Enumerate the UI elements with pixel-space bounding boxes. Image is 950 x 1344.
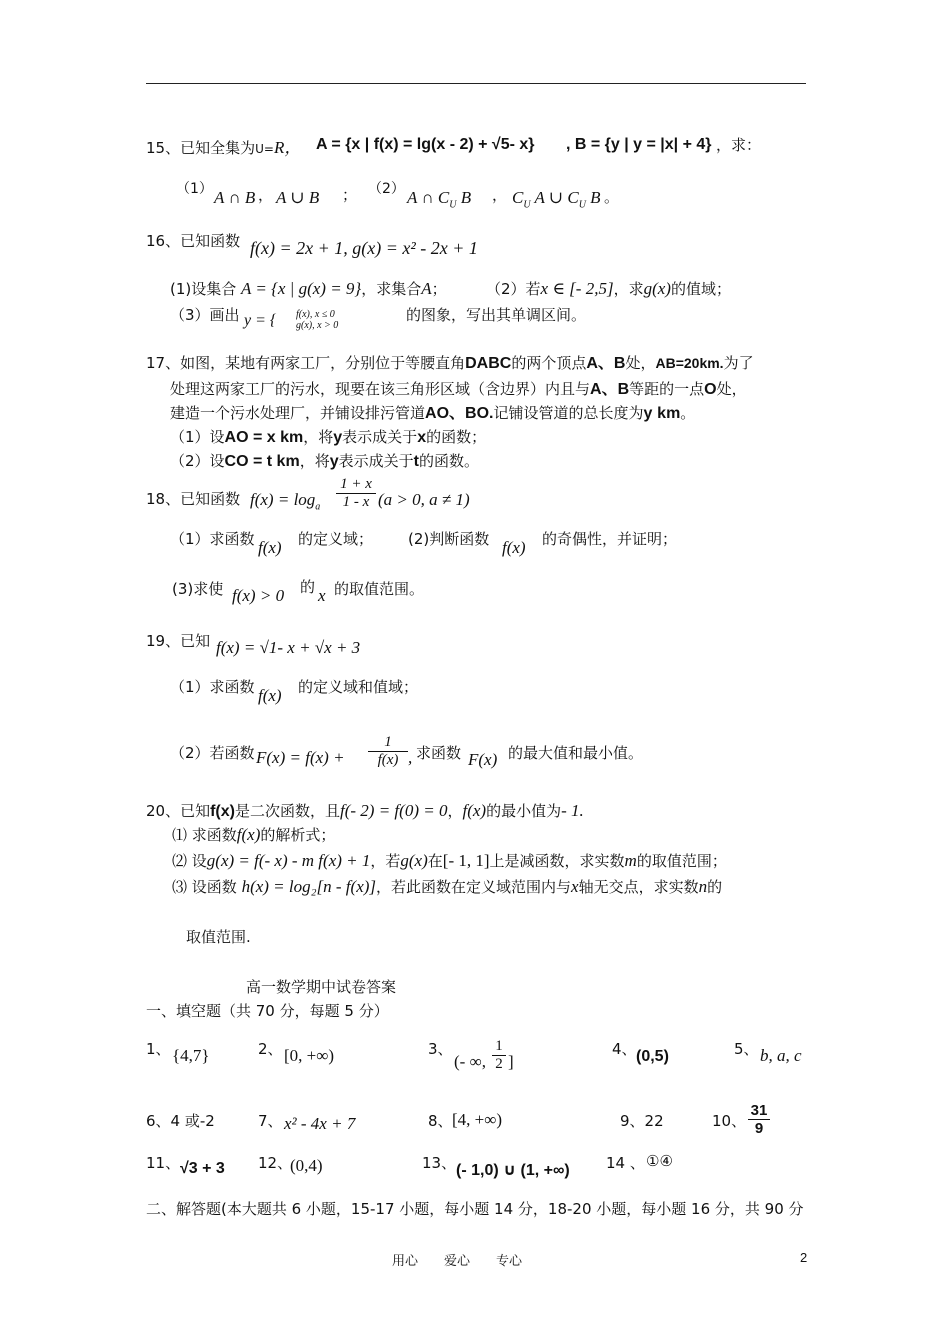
q15-p2a-end: B <box>456 188 472 207</box>
q15-r: R， <box>273 138 302 157</box>
q20-p2-end: 上是减函数，求实数 <box>489 852 625 870</box>
answer-5-value: b, a, c <box>760 1046 802 1065</box>
q18-fx-sub: a <box>315 501 321 513</box>
q20-p1-end: 的解析式； <box>260 826 336 844</box>
q17-pipes: AO、BO. <box>425 405 494 422</box>
q15-sep2: ， <box>492 186 508 204</box>
answers-section1: 一、填空题（共 70 分，每题 5 分） <box>146 1002 389 1020</box>
q19-p2-den: f(x) <box>377 752 399 768</box>
q16-part3-cases <box>296 309 338 331</box>
q17-triangle: DABC <box>465 355 512 372</box>
answer-11-num: 11、 <box>146 1154 181 1172</box>
q17-ab: A、B <box>586 355 626 372</box>
q20-p2-mid2: 在 <box>427 852 443 870</box>
q17-l1-mid: 的两个顶点 <box>511 354 587 372</box>
answer-13-value: (- 1,0) ∪ (1, +∞) <box>456 1162 570 1179</box>
q15-p2b-end: B <box>585 188 601 207</box>
q18-fraction <box>336 476 376 511</box>
q16-case1: f(x), x ≤ 0 <box>296 309 335 320</box>
q18-p3-mid: 的 <box>300 578 316 596</box>
answer-2-num: 2、 <box>258 1040 283 1058</box>
q15-end: 。 <box>604 188 620 206</box>
q18-stem: 18、已知函数 <box>146 490 241 508</box>
answer-6: 6、4 或-2 <box>146 1112 215 1130</box>
q20-p2-end2: 的取值范围； <box>636 852 727 870</box>
q18-fx <box>250 490 320 512</box>
q17-p1-pre: （1）设 <box>170 428 225 446</box>
q20-p3-x: x <box>571 877 579 896</box>
q16-functions: f(x) = 2x + 1, g(x) = x² - 2x + 1 <box>250 238 478 258</box>
q17-part1 <box>170 426 486 447</box>
q19-p2-comma: , <box>408 748 413 767</box>
q19-p2-mid: 求函数 <box>416 744 462 762</box>
q16-p1-pre: (1)设集合 <box>170 280 237 298</box>
answer-10-num: 10、 <box>712 1112 747 1130</box>
q17-km: km <box>657 405 681 422</box>
q16-p1-post: ，求集合 <box>361 280 422 298</box>
q20-p2-mid: ，若 <box>370 852 401 870</box>
q17-l1-mid2: 处， <box>625 354 656 372</box>
answer-14-value: ①④ <box>646 1152 673 1170</box>
q18-p2-pre: (2)判断函数 <box>408 530 490 548</box>
q17-p1-y: y <box>333 429 343 446</box>
answer-4-num: 4、 <box>612 1040 637 1058</box>
q17-l2-pre: 处理这两家工厂的污水，现要在该三角形区域（含边界）内且与 <box>170 380 591 398</box>
q15-part2-a <box>407 188 471 210</box>
q17-p2-var: CO = t km <box>224 453 300 470</box>
q17-l1-end: 为了 <box>723 354 754 372</box>
q15-part2-b <box>512 188 601 210</box>
answer-14-num: 14 、 <box>606 1154 645 1172</box>
q20-stem <box>146 800 584 821</box>
q15-p2b-mid: A ∪ C <box>530 188 579 207</box>
q15-ask: ，求： <box>716 136 762 154</box>
q16-stem: 16、已知函数 <box>146 232 241 250</box>
q17-p1-end: 的函数； <box>426 428 487 446</box>
answer-3-den-val: 2 <box>495 1056 503 1072</box>
q18-num: 1 + x <box>336 476 376 494</box>
q15-part1-label: （1） <box>176 181 213 197</box>
q17-p2-pre: （2）设 <box>170 452 225 470</box>
q16-part3-pre: （3）画出 <box>170 306 240 324</box>
q20-p3-mid2: 轴无交点，求实数 <box>578 878 699 896</box>
q17-p1-mid: ，将 <box>303 428 334 446</box>
answer-3-num: 3、 <box>428 1040 453 1058</box>
q17-p2-y: y <box>329 453 339 470</box>
q16-p1-semi: ； <box>431 280 447 298</box>
q18-p1-f: f(x) <box>258 538 282 557</box>
answer-10-den-val: 9 <box>754 1120 764 1137</box>
q16-p2-pre: （2）若 <box>486 280 541 298</box>
q20-p3: ⑶ 设函数 <box>172 878 237 896</box>
q17-p2-end: 的函数。 <box>418 452 479 470</box>
q17-l1-pre: 17、如图，某地有两家工厂，分别位于等腰直角 <box>146 354 466 372</box>
answer-10-num-val: 31 <box>748 1102 770 1120</box>
q16-case2: g(x), x > 0 <box>296 320 339 331</box>
q17-p2-t: t <box>413 453 419 470</box>
q17-l2-end: 处， <box>716 380 747 398</box>
q20-p2-int: [- 1, 1] <box>442 851 490 870</box>
q16-part3-y: y = { <box>244 312 277 329</box>
q17-line1 <box>146 350 754 373</box>
q15-p2a-sub: U <box>449 199 457 211</box>
q17-p1-var: AO = x km <box>224 429 304 446</box>
q19-p1-f: f(x) <box>258 686 282 705</box>
page-number: 2 <box>800 1250 808 1265</box>
answer-8-value: [4, +∞) <box>452 1110 503 1129</box>
q20-part3-line2: 取值范围. <box>186 928 251 946</box>
q20-p2-g: g(x) = f(- x) - m f(x) + 1 <box>206 851 371 870</box>
q16-part1 <box>170 278 447 299</box>
q15-p2b-sub2: U <box>578 199 586 211</box>
q18-p3-x: x <box>318 586 326 605</box>
answer-10-fraction <box>748 1102 770 1137</box>
q17-dist: AB=20km. <box>655 355 724 371</box>
q18-p3-cond: f(x) > 0 <box>232 586 285 605</box>
q19-fx: f(x) = √1- x + √x + 3 <box>216 638 361 657</box>
q17-l3-mid: 记铺设管道的总长度为 <box>493 404 644 422</box>
answer-3-pre: (- ∞, <box>454 1052 486 1071</box>
answer-1-value: {4,7} <box>172 1046 210 1065</box>
q20-part2 <box>172 850 727 871</box>
answer-2-value: [0, +∞) <box>284 1046 335 1065</box>
q15-set-a: A = {x | f(x) = lg(x - 2) + √5- x} <box>316 136 535 153</box>
answers-section2: 二、解答题(本大题共 6 小题，15-17 小题，每小题 14 分，18-20 小题，每小题 16 分，共 90 分 <box>146 1200 804 1218</box>
q15-stem <box>146 133 301 158</box>
q18-den: 1 - x <box>342 494 370 510</box>
q18-p2-end: 的奇偶性，并证明； <box>542 530 678 548</box>
q15-p2b: C <box>512 188 524 207</box>
q19-p1-pre: （1）求函数 <box>170 678 255 696</box>
q15-semicolon: ； <box>342 186 358 204</box>
answer-3-num-val: 1 <box>492 1038 506 1056</box>
q20-mid2: ， <box>447 802 463 820</box>
q15-p2a: A ∩ C <box>407 188 450 207</box>
answer-11-value: √3 + 3 <box>180 1160 225 1177</box>
q16-p1-set: A = {x | g(x) = 9} <box>241 279 362 298</box>
answer-3-post: ] <box>508 1052 514 1071</box>
q16-p2-end: 的值域； <box>670 280 731 298</box>
q18-cond: (a > 0, a ≠ 1) <box>378 490 470 509</box>
answer-8-num: 8、 <box>428 1112 453 1130</box>
q15-stem-text: 15、已知全集为 <box>146 139 256 157</box>
q17-l2-mid: 等距的一点 <box>629 380 705 398</box>
q16-part3-post: 的图象，写出其单调区间。 <box>406 306 587 324</box>
q18-p1-end: 的定义域； <box>298 530 374 548</box>
q20-p3-mid: ，若此函数在定义域范围内与 <box>376 878 572 896</box>
q20-p2-m: m <box>624 851 637 870</box>
q18-p1-pre: （1）求函数 <box>170 530 255 548</box>
q19-stem: 19、已知 <box>146 632 211 650</box>
q19-p2-num: 1 <box>368 734 408 752</box>
q19-p2-F2: F(x) <box>468 750 498 769</box>
q20-minval: - 1. <box>561 801 584 820</box>
q17-line2 <box>170 376 747 399</box>
q17-p2-mid2: 表示成关于 <box>338 452 414 470</box>
q15-part1-b: A ∪ B <box>276 188 320 207</box>
q19-p1-end: 的定义域和值域； <box>298 678 419 696</box>
q20-part3 <box>172 876 722 897</box>
q15-u: U= <box>255 142 274 156</box>
q16-p2-g: g(x) <box>643 279 671 298</box>
answer-9: 9、22 <box>620 1112 664 1130</box>
q20-p2: ⑵ 设 <box>172 852 207 870</box>
answer-7-num: 7、 <box>258 1112 283 1130</box>
answers-title: 高一数学期中试卷答案 <box>246 978 397 996</box>
answer-7-value: x² - 4x + 7 <box>284 1114 356 1133</box>
answer-5-num: 5、 <box>734 1040 759 1058</box>
q17-y: y <box>643 405 653 422</box>
q20-p1: ⑴ 求函数 <box>172 826 237 844</box>
q19-p2-fraction <box>368 734 408 769</box>
q20-part1 <box>172 824 335 845</box>
q16-part2 <box>486 278 731 299</box>
q17-ab2: A、B <box>590 381 630 398</box>
answer-3-fraction <box>492 1038 506 1073</box>
q17-o: O <box>704 381 717 398</box>
q18-p3-end: 的取值范围。 <box>334 580 425 598</box>
q20-p3-n: n <box>698 877 708 896</box>
q15-p2b-sub: U <box>523 199 531 211</box>
q20-mid1: 是二次函数，且 <box>234 802 340 820</box>
q16-p2-cond: x ∈ [- 2,5] <box>540 279 614 298</box>
q18-p3-pre: (3)求使 <box>172 580 224 598</box>
q19-p2-pre: （2）若函数 <box>170 744 255 762</box>
q15-part2-label: （2） <box>368 181 405 197</box>
q16-p1-a: A <box>421 279 432 298</box>
q18-p2-f: f(x) <box>502 538 526 557</box>
q15-part1-a: A ∩ B <box>214 188 256 207</box>
q17-p1-mid2: 表示成关于 <box>342 428 418 446</box>
q19-p2-end: 的最大值和最小值。 <box>508 744 644 762</box>
q20-stem-text: 20、已知 <box>146 802 211 820</box>
q20-cond: f(- 2) = f(0) = 0 <box>340 801 448 820</box>
answer-13-num: 13、 <box>422 1154 457 1172</box>
q20-p3-h: h(x) = log₂[n - f(x)] <box>241 877 377 896</box>
q19-p2-F: F(x) = f(x) + <box>256 748 345 767</box>
q20-p1-f: f(x) <box>236 825 261 844</box>
q20-mid3: 的最小值为 <box>486 802 562 820</box>
header-rule <box>146 83 806 84</box>
q20-fx: f(x) <box>210 803 235 820</box>
q20-p2-g2: g(x) <box>400 851 428 870</box>
q17-line3 <box>170 400 695 423</box>
q20-fx2: f(x) <box>462 801 487 820</box>
q17-l3-pre: 建造一个污水处理厂，并铺设排污管道 <box>170 404 426 422</box>
q15-set-b: , B = {y | y = |x| + 4} <box>566 136 712 153</box>
q18-fx-pre: f(x) = log <box>250 490 316 509</box>
q16-p2-post: ，求 <box>613 280 644 298</box>
q15-sep1: ， <box>258 186 274 204</box>
answer-12-value: (0,4) <box>290 1156 323 1175</box>
answer-1-num: 1、 <box>146 1040 171 1058</box>
q20-p3-end: 的 <box>707 878 723 896</box>
q17-l3-end: 。 <box>680 404 696 422</box>
q17-p1-x: x <box>417 429 427 446</box>
answer-4-value: (0,5) <box>636 1048 669 1065</box>
q17-p2-mid: ，将 <box>299 452 330 470</box>
q17-part2 <box>170 450 479 471</box>
footer-text: 用心 爱心 专心 <box>392 1254 523 1269</box>
answer-12-num: 12、 <box>258 1154 293 1172</box>
